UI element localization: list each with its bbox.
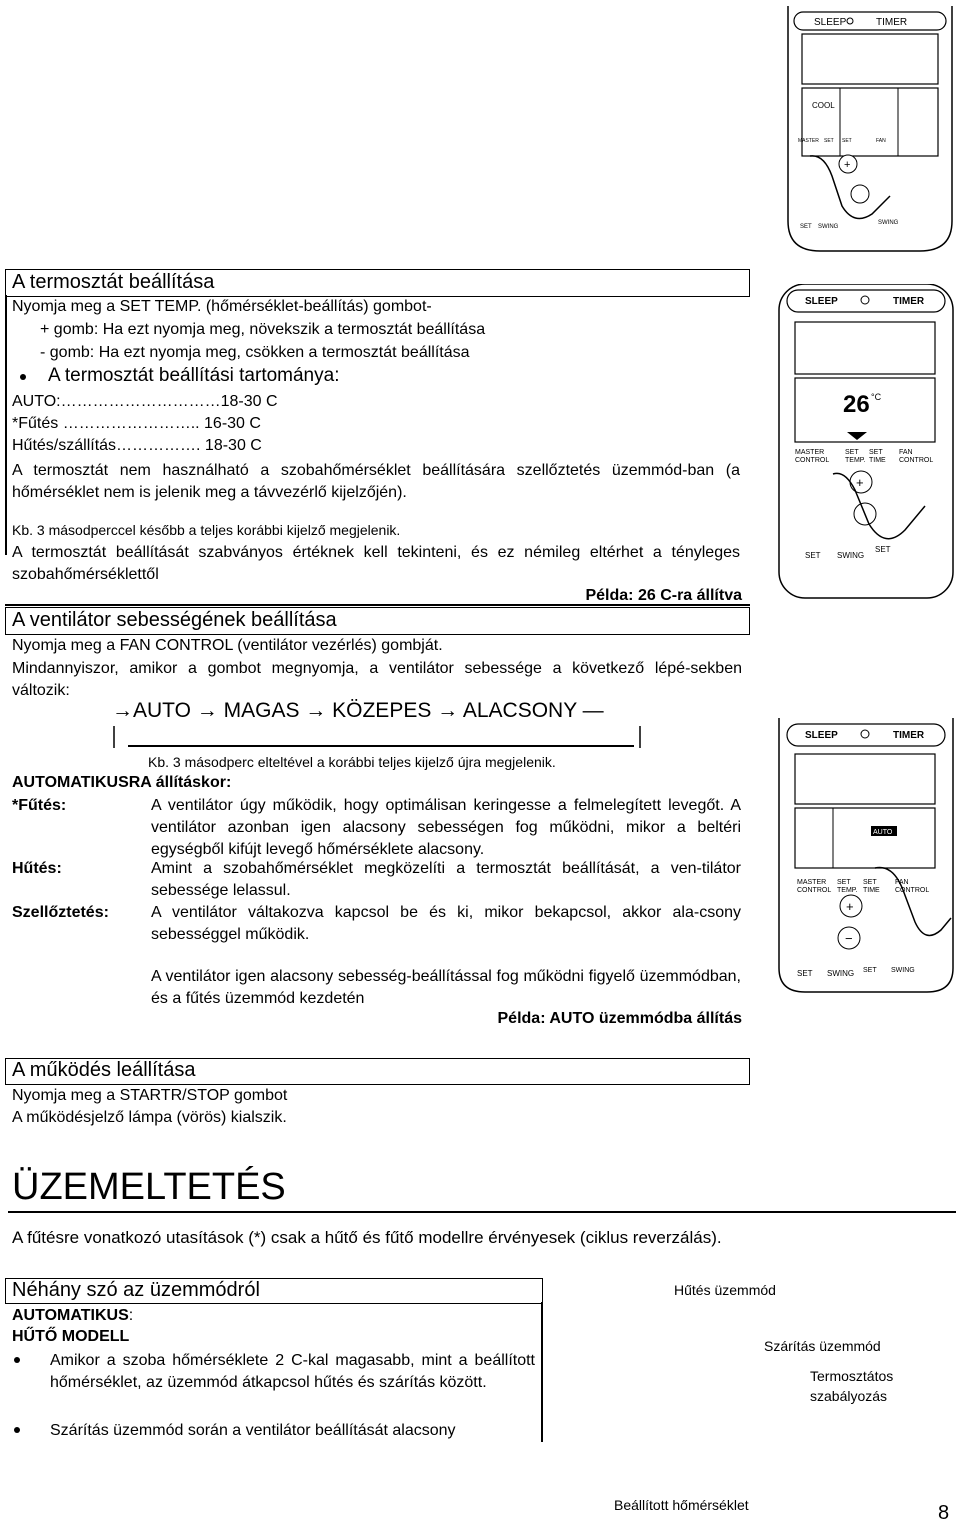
fan-vent-desc: A ventilátor váltakozva kapcsol be és ki, mikor bekapcsol, akkor ala-csony sebességgel működik.	[151, 904, 741, 943]
operation-title: A működés leállítása	[12, 1059, 196, 1081]
remote3-fan: FAN	[895, 879, 909, 886]
remote2-set3: SET	[805, 551, 821, 560]
thermostat-line1: Nyomja meg a SET TEMP. (hőmérséklet-beállítás) gombot-	[12, 298, 432, 315]
operation-line1: Nyomja meg a STARTR/STOP gombot	[12, 1087, 288, 1104]
fan-title: A ventilátor sebességének beállítása	[12, 609, 337, 631]
fan-vent-term: Szellőztetés:	[12, 904, 109, 921]
thermostat-title: A termosztát beállítása	[12, 271, 215, 293]
uzem-intro: A fűtésre vonatkozó utasítások (*) csak a hűtő és fűtő modellre érvényesek (ciklus reverzálás).	[12, 1228, 722, 1247]
remote1-set2: SET	[842, 138, 852, 144]
fan-line1: Nyomja meg a FAN CONTROL (ventilátor vezérlés) gombját.	[12, 637, 443, 654]
remote3-swing2: SWING	[891, 967, 915, 974]
remote1-set3: SET	[800, 224, 812, 230]
bullet-icon	[14, 1427, 20, 1433]
remote2-set4: SET	[875, 545, 891, 554]
fan-auto-heading-rest: állításkor:	[151, 774, 232, 791]
thermostat-range-cool: Hűtés/szállítás……………. 18-30 C	[12, 437, 262, 454]
remote3-set3: SET	[797, 969, 813, 978]
remote2-sleep: SLEEP	[805, 296, 838, 307]
fan-example: Példa: AUTO üzemmódba állítás	[497, 1010, 742, 1027]
remote3-swing: SWING	[827, 969, 855, 978]
modes-auto-label: AUTOMATIKUS	[12, 1307, 129, 1324]
remote-illustration-temp	[775, 284, 957, 600]
remote2-master: MASTER	[795, 449, 825, 456]
remote2-timer: TIMER	[893, 296, 925, 307]
page-number: 8	[938, 1502, 950, 1524]
remote3-timer: TIMER	[893, 730, 925, 741]
thermostat-bottom-rule	[5, 604, 750, 606]
remote1-plus: +	[844, 159, 851, 171]
bullet-icon	[14, 1357, 20, 1363]
thermostat-range-heat: *Fűtés …………………….. 16-30 C	[12, 415, 261, 432]
diagram-dry-label: Szárítás üzemmód	[764, 1338, 881, 1354]
remote2-swing: SWING	[837, 551, 865, 560]
fan-kb: Kb. 3 másodperc elteltével a korábbi teljes kijelző újra megjelenik.	[148, 754, 556, 770]
thermostat-range-title: A termosztát beállítási tartománya:	[48, 365, 340, 386]
fan-heat-term: *Fűtés:	[12, 797, 67, 814]
remote-illustration-auto	[775, 718, 957, 994]
fan-sequence-return-arrow	[110, 726, 650, 752]
remote3-auto: AUTO	[873, 829, 893, 836]
uzem-rule	[8, 1211, 956, 1213]
remote1-swing2: SWING	[878, 220, 899, 226]
remote3-control2: CONTROL	[895, 887, 930, 894]
remote3-set2: SET	[863, 879, 877, 886]
remote2-control2: CONTROL	[899, 457, 934, 464]
remote3-sleep: SLEEP	[805, 730, 838, 741]
remote2-set2: SET	[869, 449, 883, 456]
remote1-timer: TIMER	[876, 17, 908, 28]
fan-cool-desc: Amint a szobahőmérséklet megközelíti a termosztát beállítását, a ven-tilátor sebessége lelassul.	[151, 860, 741, 899]
fan-cool-term: Hűtés:	[12, 860, 62, 877]
diagram-thermo-label1: Termosztátos	[810, 1368, 894, 1384]
remote3-temp-lbl: TEMP.	[837, 887, 858, 894]
remote2-control: CONTROL	[795, 457, 830, 464]
operation-line2: A működésjelző lámpa (vörös) kialszik.	[12, 1109, 287, 1126]
thermostat-left-rule	[5, 295, 7, 555]
remote1-swing: SWING	[818, 224, 839, 230]
diagram-thermo-label2: szabályozás	[810, 1388, 888, 1404]
thermostat-standard: A termosztát beállítását szabványos értéknek kell tekinteni, és ez némileg eltérhet a tényleges szobahőmérséklettől	[12, 544, 740, 583]
remote3-plus: +	[846, 899, 854, 914]
remote3-control: CONTROL	[797, 887, 832, 894]
uzem-title: ÜZEMELTETÉS	[12, 1166, 286, 1208]
remote2-temp: 26	[843, 391, 870, 418]
remote1-cool: COOL	[812, 101, 835, 110]
remote2-temp-lbl: TEMP.	[845, 457, 866, 464]
modes-title: Néhány szó az üzemmódról	[12, 1279, 260, 1301]
thermostat-example: Példa: 26 C-ra állítva	[585, 587, 742, 604]
remote2-time: TIME	[869, 457, 886, 464]
remote1-master: MASTER	[798, 138, 819, 144]
fan-auto-heading-bold: AUTOMATIKUSRA	[12, 774, 152, 791]
remote3-set: SET	[837, 879, 851, 886]
modes-bullet1: Amikor a szoba hőmérséklete 2 C-kal magasabb, mint a beállított hőmérséklet, az üzemmód átkapcsol hűtés és szárítás között.	[50, 1352, 535, 1391]
bullet-icon	[20, 374, 26, 380]
fan-line2: Mindannyiszor, amikor a gombot megnyomja, a ventilátor sebessége a következő lépé-sekben változik:	[12, 660, 742, 699]
thermostat-line2: + gomb: Ha ezt nyomja meg, növekszik a termosztát beállítása	[40, 321, 486, 338]
fan-sequence: →AUTO → MAGAS → KÖZEPES → ALACSONY —	[112, 699, 604, 722]
remote1-fan: FAN	[876, 138, 886, 144]
modes-right-rule	[541, 1302, 543, 1442]
fan-heat-desc: A ventilátor úgy működik, hogy optimálisan keringesse a felmelegített levegőt. A ventilátor azonban igen alacsony sebességen fog működni, mikor a beltéri egységből kifújt levegő hőmérséklete alacsony.	[151, 797, 741, 858]
diagram-set-temp-label: Beállított hőmérséklet	[614, 1497, 749, 1513]
remote2-set: SET	[845, 449, 859, 456]
fan-low-note: A ventilátor igen alacsony sebesség-beállítással fog működni figyelő üzemmódban, és a fűtés üzemmód kezdetén	[151, 968, 741, 1007]
thermostat-note: A termosztát nem használható a szobahőmérséklet beállítására szellőztetés üzemmód-ban (a hőmérséklet nem is jelenik meg a távvezérlő kijelzőjén).	[12, 462, 740, 501]
remote1-sleep: SLEEP	[814, 17, 847, 28]
remote3-minus: −	[845, 931, 853, 946]
thermostat-kb: Kb. 3 másodperccel később a teljes korábbi kijelző megjelenik.	[12, 522, 401, 538]
diagram-cool-label: Hűtés üzemmód	[674, 1282, 776, 1298]
remote2-deg: °C	[871, 392, 882, 402]
remote-illustration-cool	[780, 6, 960, 256]
modes-auto	[12, 1306, 133, 1326]
remote3-master: MASTER	[797, 879, 827, 886]
modes-auto-colon: :	[128, 1307, 134, 1324]
thermostat-range-auto: AUTO:…………………………18-30 C	[12, 393, 278, 410]
remote3-time: TIME	[863, 887, 880, 894]
fan-auto-heading	[12, 773, 231, 793]
modes-bullet2: Szárítás üzemmód során a ventilátor beállítását alacsony	[50, 1422, 456, 1439]
remote3-set4: SET	[863, 967, 877, 974]
modes-hut: HŰTŐ MODELL	[12, 1328, 130, 1345]
remote1-set: SET	[824, 138, 834, 144]
remote2-plus: +	[856, 475, 864, 490]
remote2-fan: FAN	[899, 449, 913, 456]
thermostat-line3: - gomb: Ha ezt nyomja meg, csökken a termosztát beállítása	[40, 344, 470, 361]
